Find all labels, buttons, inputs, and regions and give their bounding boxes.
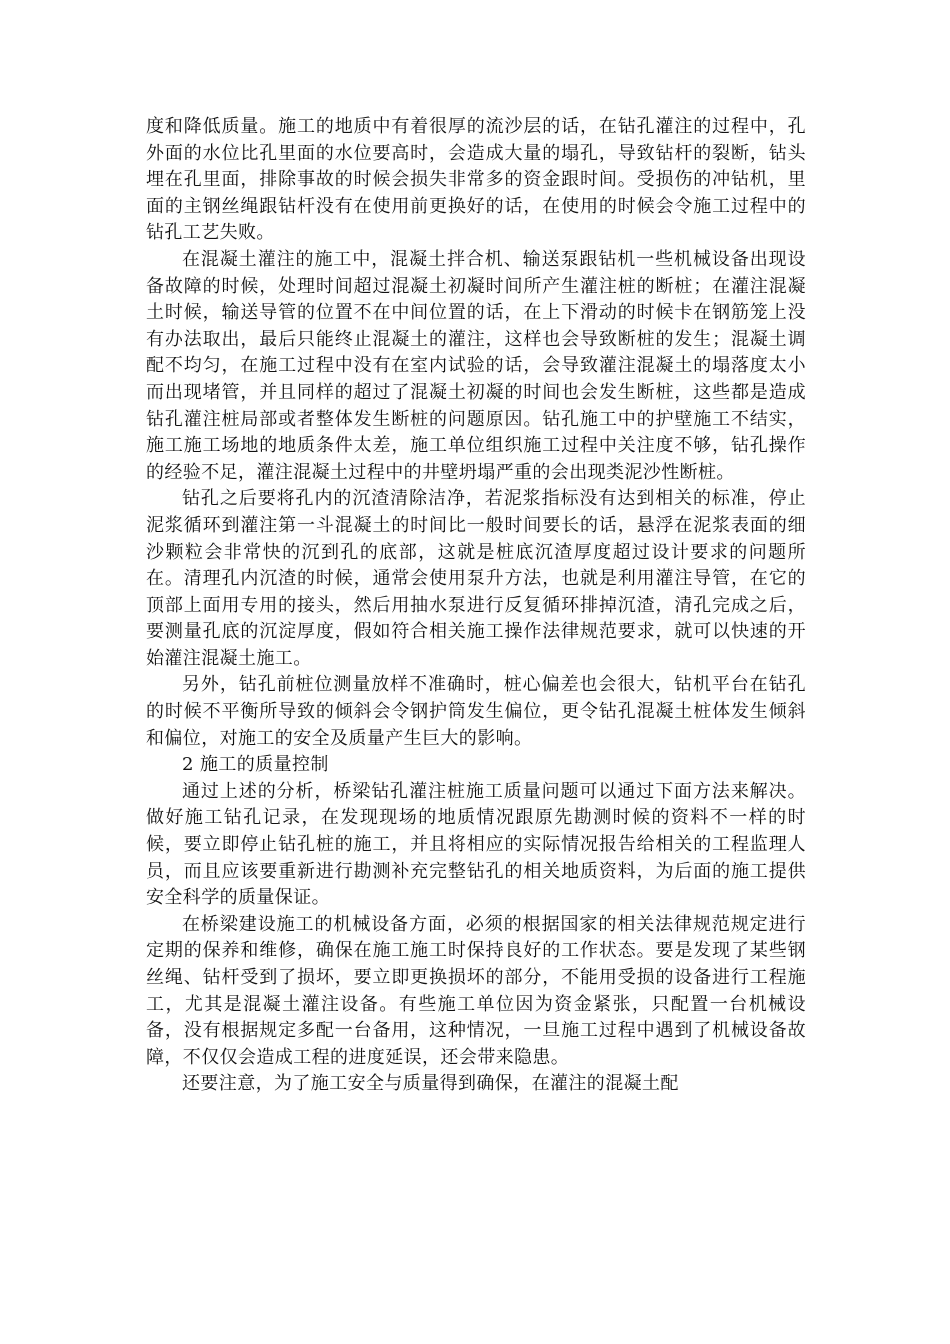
- body-paragraph-5: 通过上述的分析，桥梁钻孔灌注桩施工质量问题可以通过下面方法来解决。做好施工钻孔记录，在发现现场的地质情况跟原先勘测时候的资料不一样的时候，要立即停止钻孔桩的施工，并且将相应的实际情况报告给相关的工程监理人员，而且应该要重新进行勘测补充完整钻孔的相关地质资料，为后面的施工提供安全科学的质量保证。: [146, 780, 806, 909]
- body-paragraph-3: 钻孔之后要将孔内的沉渣清除洁净，若泥浆指标没有达到相关的标准，停止泥浆循环到灌注第一斗混凝土的时间比一般时间要长的话，悬浮在泥浆表面的细沙颗粒会非常快的沉到孔的底部，这就是桩底沉渣厚度超过设计要求的问题所在。清理孔内沉渣的时候，通常会使用泵升方法，也就是利用灌注导管，在它的顶部上面用专用的接头，然后用抽水泵进行反复循环排掉沉渣，清孔完成之后，要测量孔底的沉淀厚度，假如符合相关施工操作法律规范要求，就可以快速的开始灌注混凝土施工。: [146, 488, 806, 669]
- body-paragraph-2: 在混凝土灌注的施工中，混凝土拌合机、输送泵跟钻机一些机械设备出现设备故障的时候，处理时间超过混凝土初凝时间所产生灌注桩的断桩；在灌注混凝土时候，输送导管的位置不在中间位置的话，在上下滑动的时候卡在钢筋笼上没有办法取出，最后只能终止混凝土的灌注，这样也会导致断桩的发生；混凝土调配不均匀，在施工过程中没有在室内试验的话，会导致灌注混凝土的塌落度太小而出现堵管，并且同样的超过了混凝土初凝的时间也会发生断桩，这些都是造成钻孔灌注桩局部或者整体发生断桩的问题原因。钻孔施工中的护壁施工不结实，施工施工场地的地质条件太差，施工单位组织施工过程中关注度不够，钻孔操作的经验不足，灌注混凝土过程中的井壁坍塌严重的会出现类泥沙性断桩。: [146, 248, 806, 483]
- body-paragraph-1: 度和降低质量。施工的地质中有着很厚的流沙层的话，在钻孔灌注的过程中，孔外面的水位比孔里面的水位要高时，会造成大量的塌孔，导致钻杆的裂断，钻头埋在孔里面，排除事故的时候会损失非常多的资金跟时间。受损伤的冲钻机，里面的主钢丝绳跟钻杆没有在使用前更换好的话，在使用的时候会令施工过程中的钻孔工艺失败。: [146, 116, 806, 244]
- document-page: [146, 114, 806, 1098]
- body-paragraph-7: 还要注意，为了施工安全与质量得到确保，在灌注的混凝土配: [182, 1073, 679, 1095]
- body-paragraph-4: 另外，钻孔前桩位测量放样不准确时，桩心偏差也会很大，钻机平台在钻孔的时候不平衡所导致的倾斜会令钢护筒发生偏位，更令钻孔混凝土桩体发生倾斜和偏位，对施工的安全及质量产生巨大的影响。: [146, 674, 806, 749]
- section-heading: 2 施工的质量控制: [182, 754, 329, 776]
- body-paragraph-6: 在桥梁建设施工的机械设备方面，必须的根据国家的相关法律规范规定进行定期的保养和维修，确保在施工施工时保持良好的工作状态。要是发现了某些钢丝绳、钻杆受到了损坏，要立即更换损坏的部分，不能用受损的设备进行工程施工，尤其是混凝土灌注设备。有些施工单位因为资金紧张，只配置一台机械设备，没有根据规定多配一台备用，这种情况，一旦施工过程中遇到了机械设备故障，不仅仅会造成工程的进度延误，还会带来隐患。: [146, 913, 806, 1068]
